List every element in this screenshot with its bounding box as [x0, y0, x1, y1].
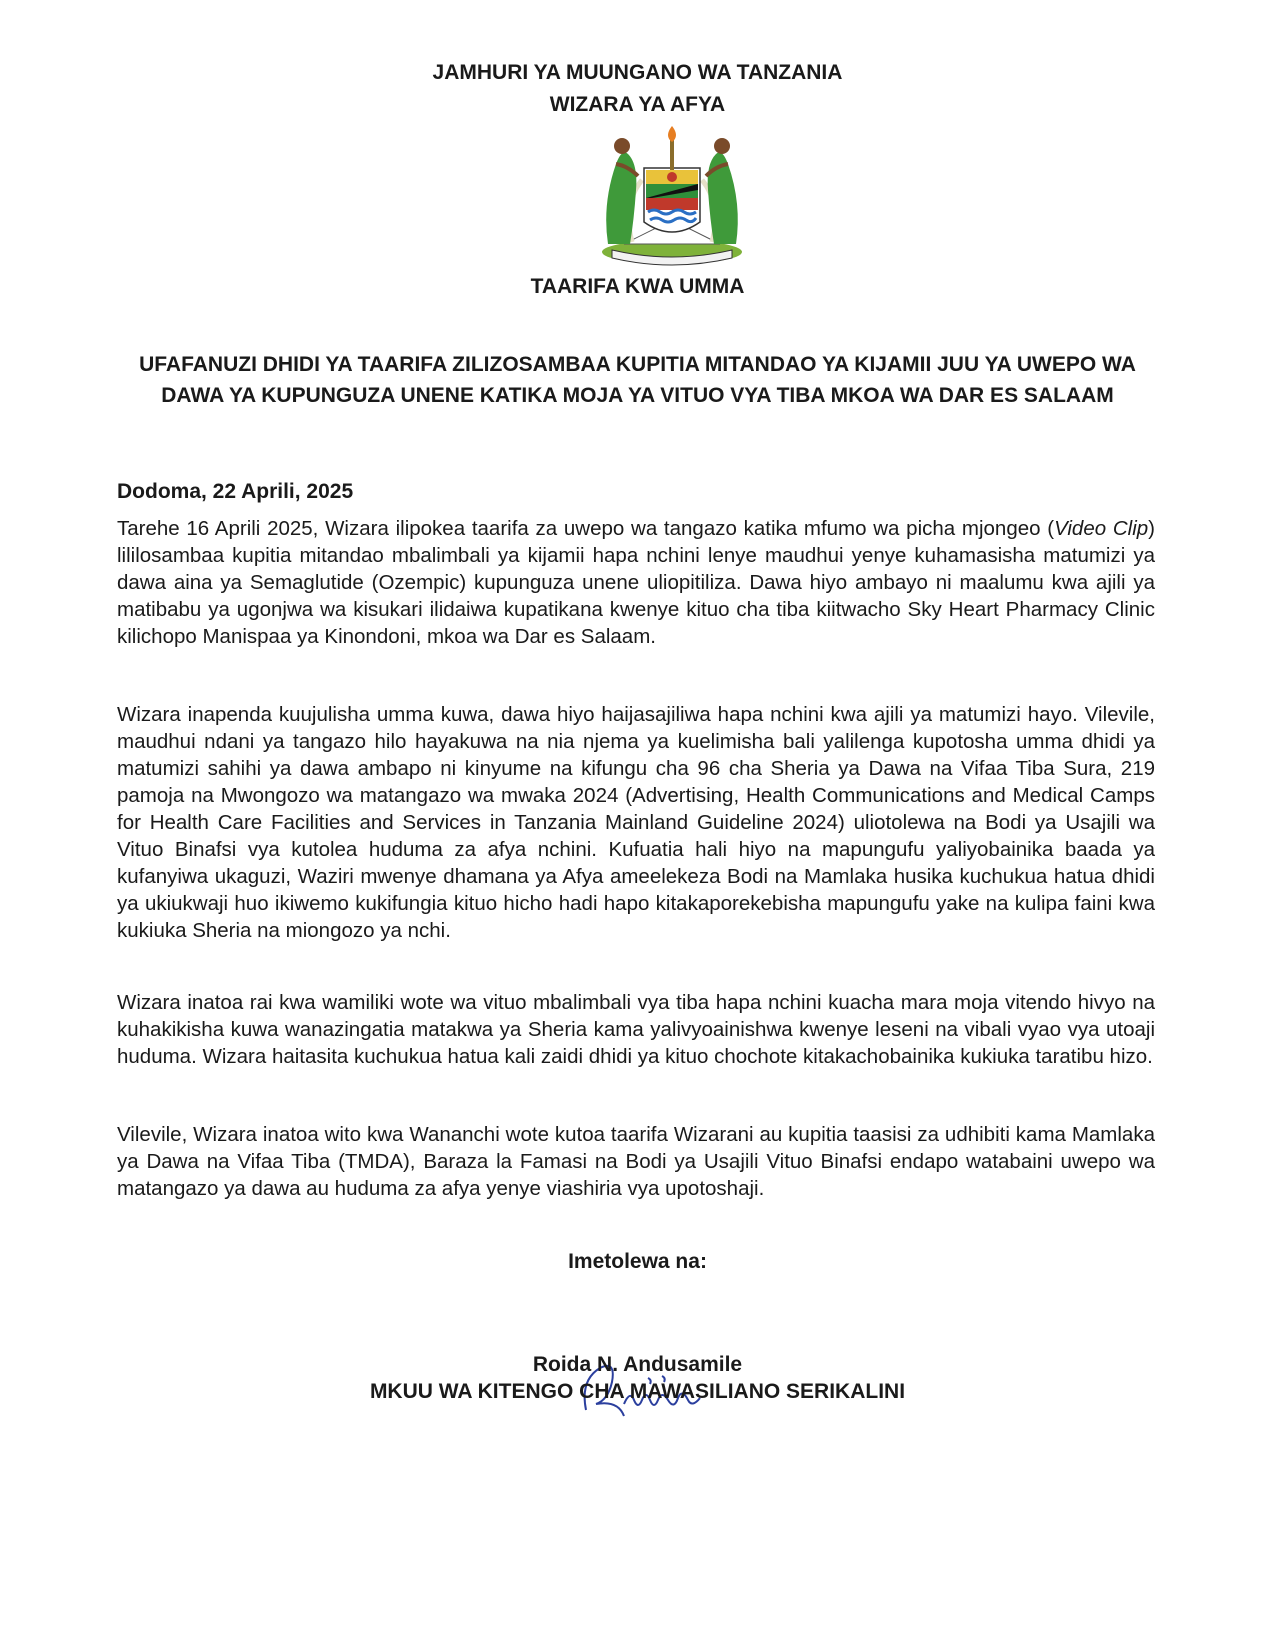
body-paragraph-4: Vilevile, Wizara inatoa wito kwa Wananchi wote kutoa taarifa Wizarani au kupitia taasisi za udhibiti kama Mamlaka ya Dawa na Vifaa Tiba (TMDA), Baraza la Famasi na Bodi ya Usajili Vituo Binafsi endapo watabaini uwepo wa matangazo ya dawa au huduma za afya yenye viashiria vya upotoshaji. — [117, 1123, 1155, 1200]
p1-text-end: ) lililosambaa kupitia mitandao mbalimbali ya kijamii hapa nchini lenye maudhui yenye kuhamasisha matumizi ya dawa aina ya Semaglutide (Ozempic) kupunguza unene uliopitiliza. Dawa hiyo ambayo ni maalumu kwa ajili ya matibabu ya ugonjwa wa kisukari ilidaiwa kupatikana kwenye kituo cha tiba kiitwacho Sky Heart Pharmacy Clinic kilichopo Manispaa ya Kinondoni, mkoa wa Dar es Salaam. — [117, 517, 1155, 648]
ministry-heading: WIZARA YA AFYA — [549, 93, 726, 116]
signatory-name: Roida N. Andusamile — [532, 1353, 743, 1376]
body-paragraph-3: Wizara inatoa rai kwa wamiliki wote wa vituo mbalimbali vya tiba hapa nchini kuacha mara moja vitendo hivyo na kuhakikisha kuwa wanazingatia matakwa ya Sheria kama yalivyoainishwa kwenye leseni na vibali vyao vya utoaji huduma. Wizara haitasita kuchukua hatua kali zaidi dhidi ya kituo chochote kitakachobainika kukiuka taratibu hizo. — [117, 991, 1155, 1068]
issued-by-label: Imetolewa na: — [568, 1250, 707, 1273]
document-subject: UFAFANUZI DHIDI YA TAARIFA ZILIZOSAMBAA KUPITIA MITANDAO YA KIJAMII JUU YA UWEPO WA DAWA YA KUPUNGUZA UNENE KATIKA MOJA YA VITUO VYA TIBA MKOA WA DAR ES SALAAM — [139, 353, 1136, 407]
body-paragraph-2: Wizara inapenda kuujulisha umma kuwa, dawa hiyo haijasajiliwa hapa nchini kwa ajili ya matumizi hayo. Vilevile, maudhui ndani ya tangazo hilo hayakuwa na nia njema ya kuelimisha bali yalilenga kupotosha umma dhidi ya matumizi sahihi ya dawa ambapo ni kinyume na kifungu cha 96 cha Sheria ya Dawa na Vifaa Tiba Sura, 219 pamoja na Mwongozo wa matangazo wa mwaka 2024 (Advertising, Health Communications and Medical Camps for Health Care Facilities and Services in Tanzania Mainland Guideline 2024) uliotolewa na Bodi ya Usajili wa Vituo Binafsi vya kutolea huduma za afya nchini. Kufuatia hali hiyo na mapungufu yaliyobainika baada ya kufanyiwa ukaguzi, Waziri mwenye dhamana ya Afya ameelekeza Bodi na Mamlaka husika kuchukua hatua dhidi ya ukiukwaji huo ikiwemo kukifungia kituo hicho hadi hapo kitakaporekebisha mapungufu yake na kulipa faini kwa kukiuka Sheria na miongozo ya nchi. — [117, 703, 1155, 942]
coat-of-arms-emblem — [592, 124, 752, 270]
document-type-title: TAARIFA KWA UMMA — [530, 275, 745, 298]
p1-italic-term: Video Clip — [1054, 517, 1149, 540]
signatory-position: MKUU WA KITENGO CHA MAWASILIANO SERIKALINI — [369, 1380, 906, 1403]
country-heading: JAMHURI YA MUUNGANO WA TANZANIA — [432, 61, 843, 84]
body-paragraph-1 — [117, 515, 1155, 650]
p1-text-start: Tarehe 16 Aprili 2025, Wizara ilipokea taarifa za uwepo wa tangazo katika mfumo wa picha mjongeo ( — [117, 517, 1055, 540]
dateline: Dodoma, 22 Aprili, 2025 — [117, 480, 354, 503]
